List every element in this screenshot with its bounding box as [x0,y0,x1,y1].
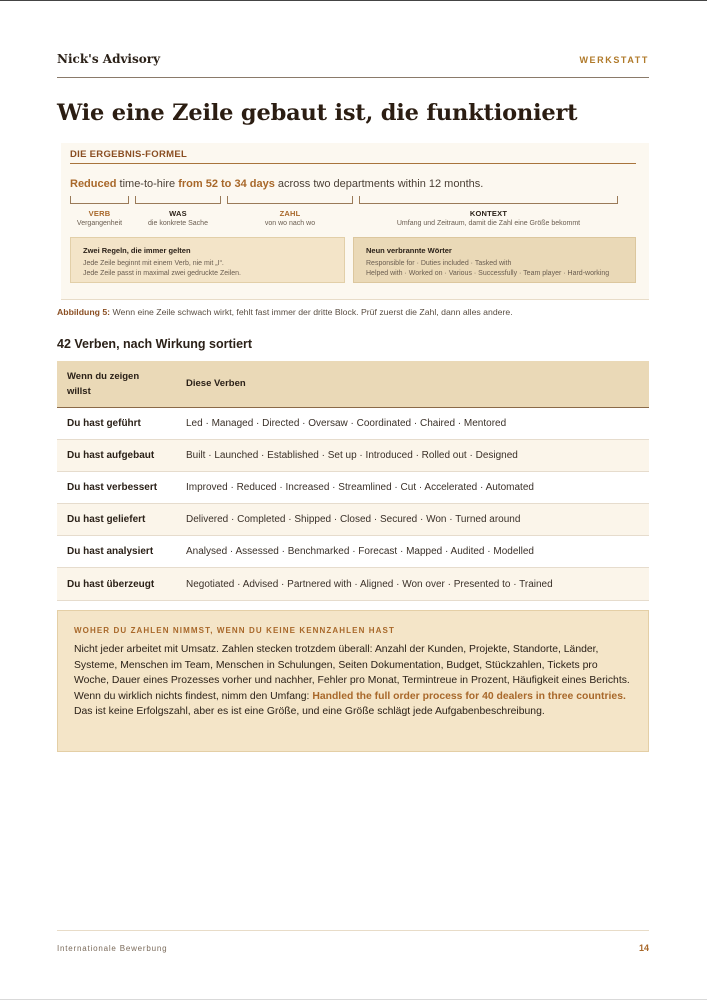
table-title: 42 Verben, nach Wirkung sortiert [57,337,253,351]
rules-title: Zwei Regeln, die immer gelten [83,246,191,255]
bracket-zahl [227,196,353,204]
column-zahl [227,209,353,227]
brand-name: Nick's Advisory [57,52,161,66]
burned-words-box [353,237,636,283]
row-label: Du hast geliefert [57,504,175,536]
note-text-before: Nicht jeder arbeitet mit Umsatz. Zahlen stecken trotzdem überall: Anzahl der Kunden, Projekte, Standorte, Länder, Systeme, Menschen im Team, Menschen in Schulungen, Seiten Dokumentation, Budget, Stückzahlen, Tickets pro Woche, Dauer eines Prozesses vorher und nachher, Fehler pro Monat, Termintreue in Prozent, Häufigkeit eines Berichts. Wenn du wirklich nichts findest, nimm den Umfang: [74,644,630,702]
burned-words-title: Neun verbrannte Wörter [366,246,452,255]
bracket-kontext [359,196,618,204]
formula-figure [61,143,649,300]
row-verbs: Negotiated · Advised · Partnered with · Aligned · Won over · Presented to · Trained [175,568,649,600]
page-title: Wie eine Zeile gebaut ist, die funktioniert [57,100,578,126]
note-text-after: Das ist keine Erfolgszahl, aber es ist eine Größe, und eine Größe schlägt jede Aufgabenbeschreibung. [74,706,545,718]
table-row [57,471,649,503]
row-label: Du hast aufgebaut [57,439,175,471]
bottom-border [0,999,707,1000]
burned-words-line: Responsible for · Duties included · Tasked with [366,260,512,267]
rules-box [70,237,345,283]
table-row [57,407,649,439]
column-zahl-sub: von wo nach wo [264,220,316,227]
rules-line: Jede Zeile passt in maximal zwei gedruckte Zeilen. [83,270,241,277]
row-label: Du hast verbessert [57,471,175,503]
column-kontext [359,209,618,227]
formula-divider [70,163,636,164]
row-label: Du hast analysiert [57,536,175,568]
column-header-intent: Wenn du zeigen willst [57,361,175,407]
note-highlight: Handled the full order process for 40 dealers in three countries. [312,690,626,702]
sentence-kontext: across two departments within 12 months. [274,178,484,190]
row-label: Du hast geführt [57,407,175,439]
verbs-table [57,361,649,601]
column-header-verbs: Diese Verben [175,361,649,407]
note-text [74,642,632,720]
column-verb-head: VERB [88,209,111,218]
caption-label: Abbildung 5: [57,307,111,317]
formula-label: DIE ERGEBNIS-FORMEL [70,149,188,160]
column-was-head: WAS [169,209,187,218]
numbers-note-box [57,610,649,752]
rules-line: Jede Zeile beginnt mit einem Verb, nie mit „I“. [83,260,224,267]
table-row [57,536,649,568]
row-verbs: Analysed · Assessed · Benchmarked · Forecast · Mapped · Audited · Modelled [175,536,649,568]
row-verbs: Built · Launched · Established · Set up · Introduced · Rolled out · Designed [175,439,649,471]
column-was [135,209,221,227]
caption-text: Wenn eine Zeile schwach wirkt, fehlt fast immer der dritte Block. Prüf zuerst die Zahl, dann alles andere. [110,307,513,317]
note-label: WOHER DU ZAHLEN NIMMST, WENN DU KEINE KENNZAHLEN HAST [74,626,395,635]
row-verbs: Improved · Reduced · Increased · Streamlined · Cut · Accelerated · Automated [175,471,649,503]
burned-words-line: Helped with · Worked on · Various · Successfully · Team player · Hard-working [366,270,610,277]
formula-example-sentence [70,178,483,190]
sentence-was: time-to-hire [116,178,179,190]
bracket-was [135,196,221,204]
sentence-verb: Reduced [70,178,117,190]
page-number: 14 [638,943,649,953]
page-header [57,52,649,78]
footer-title: Internationale Bewerbung [57,944,168,953]
table-row [57,568,649,600]
column-verb [70,209,129,227]
column-kontext-head: KONTEXT [469,209,508,218]
row-label: Du hast überzeugt [57,568,175,600]
bracket-verb [70,196,129,204]
figure-caption [57,307,513,317]
column-kontext-sub: Umfang und Zeitraum, damit die Zahl eine Größe bekommt [396,220,581,227]
top-border [0,0,707,1]
row-verbs: Delivered · Completed · Shipped · Closed · Secured · Won · Turned around [175,504,649,536]
table-header-row [57,361,649,407]
page-footer [57,930,649,953]
table-row [57,439,649,471]
table-row [57,504,649,536]
section-tag: WERKSTATT [579,55,649,65]
column-zahl-head: ZAHL [279,209,301,218]
row-verbs: Led · Managed · Directed · Oversaw · Coordinated · Chaired · Mentored [175,407,649,439]
column-was-sub: die konkrete Sache [148,220,208,227]
column-verb-sub: Vergangenheit [76,220,123,227]
sentence-zahl: from 52 to 34 days [178,178,275,190]
